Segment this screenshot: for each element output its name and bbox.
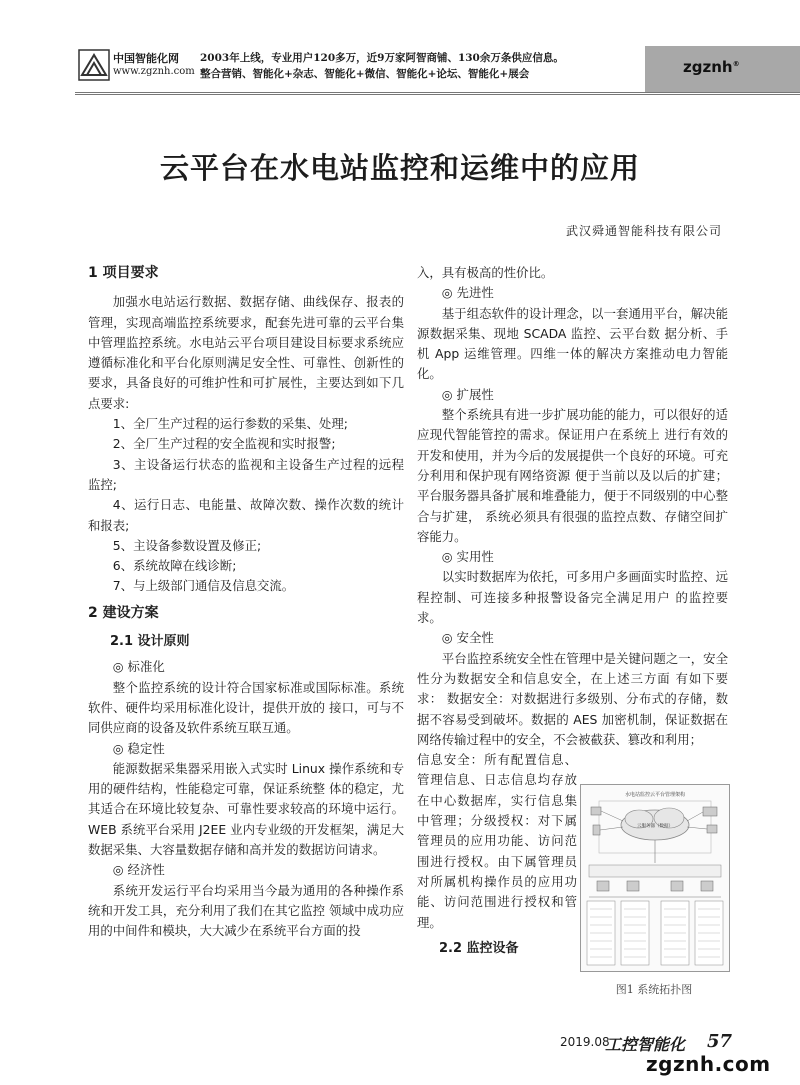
principle-security-text-2: 信息安全：所有配置信息、管理信息、日志信息均存放在中心数据库，实行信息集中管理；分级授权：对下属管理员的应用功能、访问范围进行授权。由下属管理员对所属机构操作员的应用功能、访问范围进行授权和管理。 — [417, 752, 577, 930]
principle-extensibility-text: 整个系统具有进一步扩展功能的能力，可以很好的适应现代智能管控的需求。保证用户在系统上 进行有效的开发和使用，并为今后的发展提供一个良好的环境。可充分利用和保护现有网络资源 便于当前以及以后的扩建；平台服务器具备扩展和堆叠能力，便于不同级别的中心整合与扩建， 系统必须具有很强的监控点数、存储空间扩容能力。 — [417, 407, 728, 544]
principle-advanced-label: ◎ 先进性 — [441, 285, 494, 301]
principle-practicality-label: ◎ 实用性 — [441, 549, 494, 565]
principle-economy-text: 系统开发运行平台均采用当今最为通用的各种操作系统和开发工具，充分利用了我们在其它监控 领域中成功应用的中间件和模块，大大减少在系统平台方面的投 — [88, 882, 404, 939]
header-rule — [75, 92, 800, 95]
principle-extensibility-label: ◎ 扩展性 — [441, 386, 494, 402]
principle-standard-label: ◎ 标准化 — [112, 659, 165, 675]
issue-date: 2019.08 — [560, 1035, 610, 1049]
list-item-5: 5、主设备参数设置及修正; — [112, 537, 262, 553]
principle-security-text: 平台监控系统安全性在管理中是关键问题之一，安全性分为数据安全和信息安全，在上述三方面 有如下要求： 数据安全：对数据进行多级别、分布式的存储，数据不容易受到破坏。数据的 AES 加密机制，保证数据在网络传输过程中的安全，不会被截获、篡改和利用； — [417, 650, 728, 747]
header-tagline-2: 整合营销、智能化+杂志、智能化+微信、智能化+论坛、智能化+展会 — [200, 68, 530, 80]
list-item-2: 2、全厂生产过程的安全监视和实时报警; — [112, 436, 336, 452]
section-heading-2: 2 建设方案 — [88, 604, 159, 621]
figure-cloud-label: 云服务器（数据） — [637, 824, 673, 829]
brand-box — [645, 46, 800, 92]
section-heading-1: 1 项目要求 — [88, 265, 159, 281]
brand-mark: ® — [732, 60, 740, 68]
brand-logo — [683, 58, 740, 76]
principle-standard-text: 整个监控系统的设计符合国家标准或国际标准。系统软件、硬件均采用标准化设计，提供开放的 接口，可与不同供应商的设备及软件系统互联互通。 — [88, 679, 404, 736]
list-item-1: 1、全厂生产过程的运行参数的采集、处理; — [112, 416, 348, 432]
list-item-4: 4、运行日志、电能量、故障次数、操作次数的统计和报表; — [88, 497, 404, 533]
figure-title: 水电站监控云平台管理架构 — [624, 792, 686, 798]
principle-economy-label: ◎ 经济性 — [112, 862, 165, 878]
paragraph-intro: 加强水电站运行数据、数据存储、曲线保存、报表的管理，实现高端监控系统要求，配套先进可靠的云平台集中管理监控系统。水电站云平台项目建设目标要求系统应遵循标准化和平台化原则满足安全性、可靠性、创新性的要求，具备良好的可维护性和可扩展性，主要达到如下几点要求: — [88, 294, 404, 411]
magazine-name: 工控智能化 — [605, 1035, 686, 1054]
principle-advanced-text: 基于组态软件的设计理念，以一套通用平台，解决能源数据采集、现地 SCADA 监控、云平台数 据分析、手机 App 运维管理。四维一体的解决方案推动电力智能化。 — [417, 305, 728, 382]
header-tagline-1: 2003年上线，专业用户120多万，近9万家阿智商铺、130余万条供应信息。 — [200, 52, 564, 64]
principle-practicality-text: 以实时数据库为依托，可多用户多画面实时监控、远程控制、可连接多种报警设备完全满足用户 的监控要求。 — [417, 569, 728, 626]
page-header — [0, 46, 800, 92]
article-title: 云平台在水电站监控和运维中的应用 — [159, 151, 640, 185]
list-item-6: 6、系统故障在线诊断; — [112, 558, 237, 574]
principle-stability-text: 能源数据采集器采用嵌入式实时 Linux 操作系统和专用的硬件结构，性能稳定可靠，保证系统整 体的稳定，尤其适合在环境比较复杂、可靠性要求较高的环境中运行。WEB 系统平台采用 J2EE 业内专业级的开发框架，满足大数据采集、大容量数据存储和高并发的数据访问请求。 — [88, 760, 404, 858]
list-item-7: 7、与上级部门通信及信息交流。 — [112, 578, 295, 594]
watermark: zgznh.com — [646, 1052, 771, 1076]
logo-icon — [78, 49, 110, 81]
subsection-heading-2-1: 2.1 设计原则 — [110, 634, 190, 650]
article-author: 武汉舜通智能科技有限公司 — [565, 224, 722, 238]
subsection-heading-2-2: 2.2 监控设备 — [439, 940, 519, 956]
site-name: 中国智能化网 — [113, 52, 179, 65]
figure-caption: 图1 系统拓扑图 — [615, 983, 693, 996]
principle-security-label: ◎ 安全性 — [441, 630, 494, 646]
topology-figure — [580, 784, 730, 972]
left-column — [88, 263, 404, 942]
list-item-3: 3、主设备运行状态的监视和主设备生产过程的远程监控; — [88, 456, 404, 492]
site-url[interactable]: www.zgznh.com — [113, 66, 195, 77]
brand-text: zgznh — [683, 58, 733, 76]
page-number: 57 — [707, 1031, 733, 1052]
paragraph-continued: 入，具有极高的性价比。 — [417, 265, 554, 280]
principle-stability-label: ◎ 稳定性 — [112, 740, 165, 756]
